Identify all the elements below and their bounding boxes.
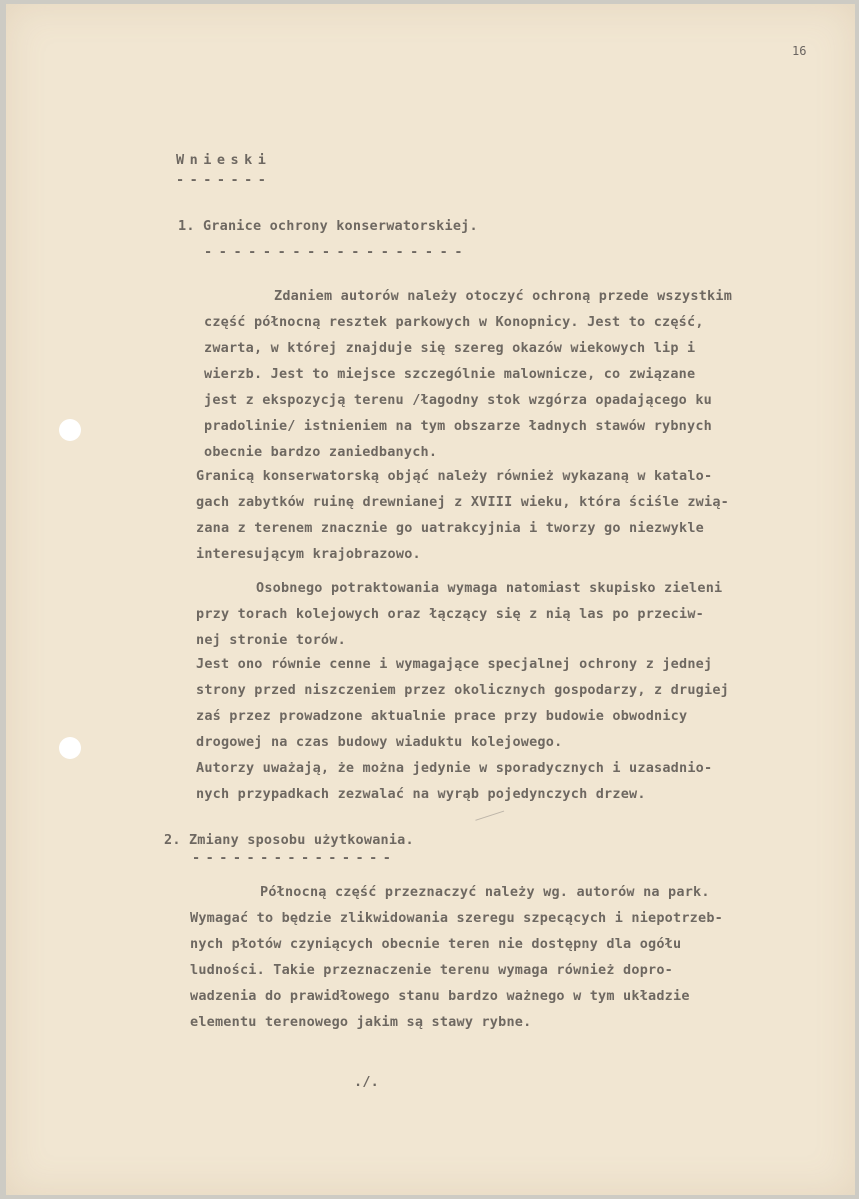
paragraph-line: pradolinie/ istnieniem na tym obszarze ładnych stawów rybnych bbox=[204, 418, 712, 434]
paragraph-line: drogowej na czas budowy wiaduktu kolejowego. bbox=[196, 734, 563, 750]
paragraph-line: zaś przez prowadzone aktualnie prace przy budowie obwodnicy bbox=[196, 708, 688, 724]
paragraph-line: interesującym krajobrazowo. bbox=[196, 546, 421, 562]
title-underline: ------- bbox=[176, 172, 272, 188]
paragraph-line: nych przypadkach zezwalać na wyrąb pojedynczych drzew. bbox=[196, 786, 646, 802]
punch-hole bbox=[59, 419, 81, 441]
paragraph-line: zwarta, w której znajduje się szereg okazów wiekowych lip i bbox=[204, 340, 696, 356]
pencil-mark bbox=[475, 811, 506, 829]
paragraph-line: Wymagać to będzie zlikwidowania szeregu szpecących i niepotrzeb- bbox=[190, 910, 723, 926]
paragraph-line: Północną część przeznaczyć należy wg. autorów na park. bbox=[260, 884, 710, 900]
paragraph-line: elementu terenowego jakim są stawy rybne. bbox=[190, 1014, 532, 1030]
paragraph-line: przy torach kolejowych oraz łączący się z nią las po przeciw- bbox=[196, 606, 704, 622]
paragraph-line: jest z ekspozycją terenu /łagodny stok wzgórza opadającego ku bbox=[204, 392, 712, 408]
paragraph-line: obecnie bardzo zaniedbanych. bbox=[204, 444, 438, 460]
paragraph-line: gach zabytków ruinę drewnianej z XVIII wieku, która ściśle zwią- bbox=[196, 494, 729, 510]
punch-hole bbox=[59, 737, 81, 759]
paragraph-line: część północną resztek parkowych w Konopnicy. Jest to część, bbox=[204, 314, 704, 330]
document-page bbox=[6, 4, 855, 1195]
paragraph-line: nej stronie torów. bbox=[196, 632, 346, 648]
document-title: Wnieski bbox=[176, 152, 272, 168]
paragraph-line: nych płotów czyniących obecnie teren nie dostępny dla ogółu bbox=[190, 936, 682, 952]
section-heading: 1. Granice ochrony konserwatorskiej. bbox=[178, 218, 478, 234]
paragraph-line: strony przed niszczeniem przez okolicznych gospodarzy, z drugiej bbox=[196, 682, 729, 698]
paragraph-line: wadzenia do prawidłowego stanu bardzo ważnego w tym układzie bbox=[190, 988, 690, 1004]
page-number: 16 bbox=[792, 44, 807, 58]
paragraph-line: Jest ono równie cenne i wymagające specjalnej ochrony z jednej bbox=[196, 656, 713, 672]
paragraph-line: ludności. Takie przeznaczenie terenu wymaga również dopro- bbox=[190, 962, 674, 978]
paragraph-line: Autorzy uważają, że można jedynie w sporadycznych i uzasadnio- bbox=[196, 760, 713, 776]
section-heading: 2. Zmiany sposobu użytkowania. bbox=[164, 832, 414, 848]
paragraph-line: Granicą konserwatorską objąć należy również wykazaną w katalo- bbox=[196, 468, 713, 484]
section-underline: ------------------ bbox=[204, 244, 470, 260]
paragraph-line: zana z terenem znacznie go uatrakcyjnia i tworzy go niezwykle bbox=[196, 520, 704, 536]
continuation-mark: ./. bbox=[354, 1074, 379, 1090]
paragraph-line: Zdaniem autorów należy otoczyć ochroną przede wszystkim bbox=[274, 288, 733, 304]
section-underline: --------------- bbox=[192, 850, 397, 866]
paragraph-line: Osobnego potraktowania wymaga natomiast skupisko zieleni bbox=[256, 580, 723, 596]
paragraph-line: wierzb. Jest to miejsce szczególnie malownicze, co związane bbox=[204, 366, 696, 382]
